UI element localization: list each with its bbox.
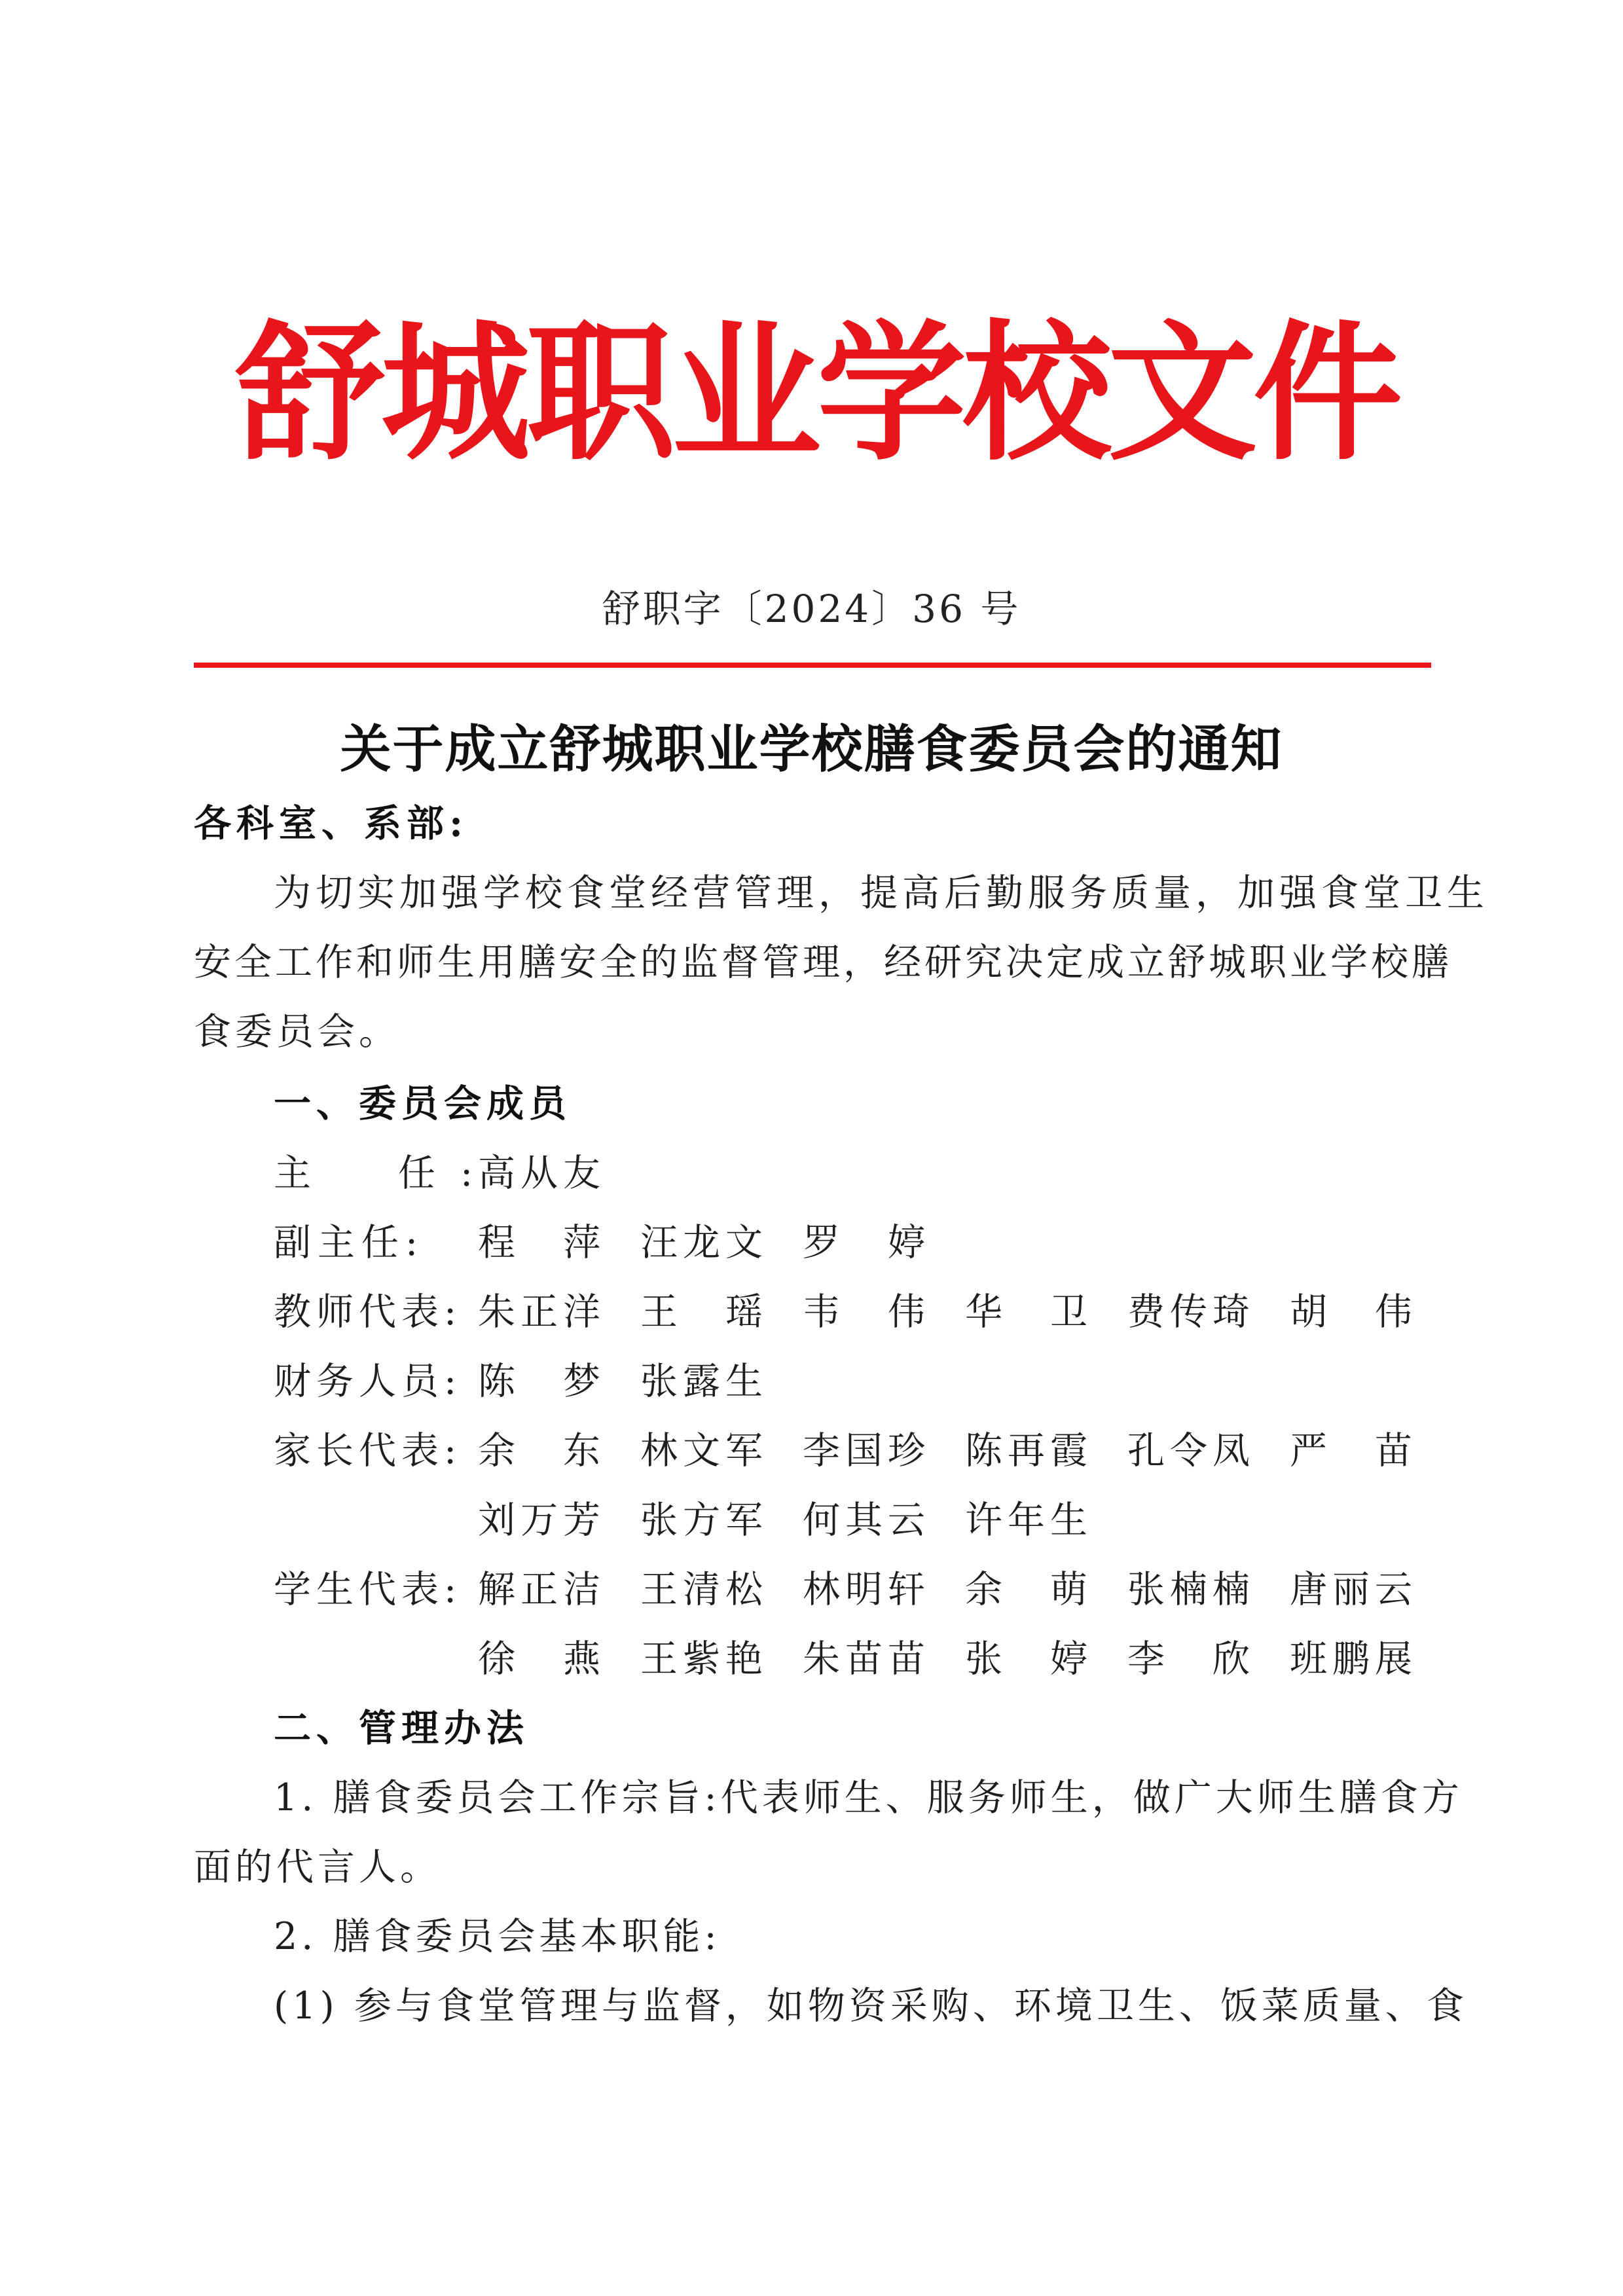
member-name: 高从友 [478,1152,606,1195]
member-name: 韦 伟 [803,1290,930,1334]
item2-sub1: (1) 参与食堂管理与监督，如物资采购、环境卫生、饭菜质量、食 [274,1984,1468,2028]
intro-line-1: 为切实加强学校食堂经营管理，提高后勤服务质量，加强食堂卫生 [274,871,1489,915]
member-name: 陈 梦 [478,1360,606,1403]
member-name: 刘万芳 [478,1499,606,1542]
member-name: 华 卫 [965,1290,1093,1334]
intro-line-2: 安全工作和师生用膳安全的监督管理，经研究决定成立舒城职业学校膳 [194,941,1452,984]
item1-line-2: 面的代言人。 [194,1846,441,1889]
member-name: 张 婷 [965,1637,1093,1681]
item2-heading: 2. 膳食委员会基本职能: [274,1915,721,1958]
role-label: 副主任: [274,1221,425,1264]
masthead-title: 舒城职业学校文件 [236,305,1398,481]
member-name: 唐丽云 [1290,1568,1417,1611]
intro-line-3: 食委员会。 [194,1010,400,1053]
member-name: 程 萍 [478,1221,606,1264]
red-divider-rule [194,663,1431,668]
member-name: 王清松 [640,1568,768,1611]
member-name: 许年生 [965,1499,1093,1542]
role-label: 教师代表: [274,1290,462,1334]
member-name: 罗 婷 [803,1221,930,1264]
member-name: 朱正洋 [478,1290,606,1334]
member-name: 余 萌 [965,1568,1093,1611]
notice-title: 关于成立舒城职业学校膳食委员会的通知 [340,720,1283,779]
role-label: 学生代表: [274,1568,462,1611]
member-name: 张楠楠 [1127,1568,1255,1611]
section2-heading: 二、管理办法 [274,1706,529,1750]
role-label: 主 任: [274,1152,498,1195]
member-name: 张露生 [640,1360,768,1403]
member-name: 陈再霞 [965,1429,1093,1472]
member-name: 徐 燕 [478,1637,606,1681]
member-name: 解正洁 [478,1568,606,1611]
member-name: 汪龙文 [640,1221,768,1264]
member-name: 林明轩 [803,1568,930,1611]
document-number: 舒职字〔2024〕36 号 [602,587,1021,631]
member-name: 孔令凤 [1127,1429,1255,1472]
member-name: 费传琦 [1127,1290,1255,1334]
member-name: 严 苗 [1290,1429,1417,1472]
member-name: 林文军 [640,1429,768,1472]
role-label: 家长代表: [274,1429,462,1472]
member-name: 胡 伟 [1290,1290,1417,1334]
member-name: 余 东 [478,1429,606,1472]
member-name: 朱苗苗 [803,1637,930,1681]
member-name: 王紫艳 [640,1637,768,1681]
member-name: 何其云 [803,1499,930,1542]
role-label: 财务人员: [274,1360,462,1403]
item1-line-1: 1. 膳食委员会工作宗旨:代表师生、服务师生，做广大师生膳食方 [274,1776,1463,1819]
member-name: 李 欣 [1127,1637,1255,1681]
member-name: 王 瑶 [640,1290,768,1334]
section1-heading: 一、委员会成员 [274,1082,572,1125]
member-name: 李国珍 [803,1429,930,1472]
addressee: 各科室、系部: [194,801,469,845]
member-name: 张方军 [640,1499,768,1542]
member-name: 班鹏展 [1290,1637,1417,1681]
